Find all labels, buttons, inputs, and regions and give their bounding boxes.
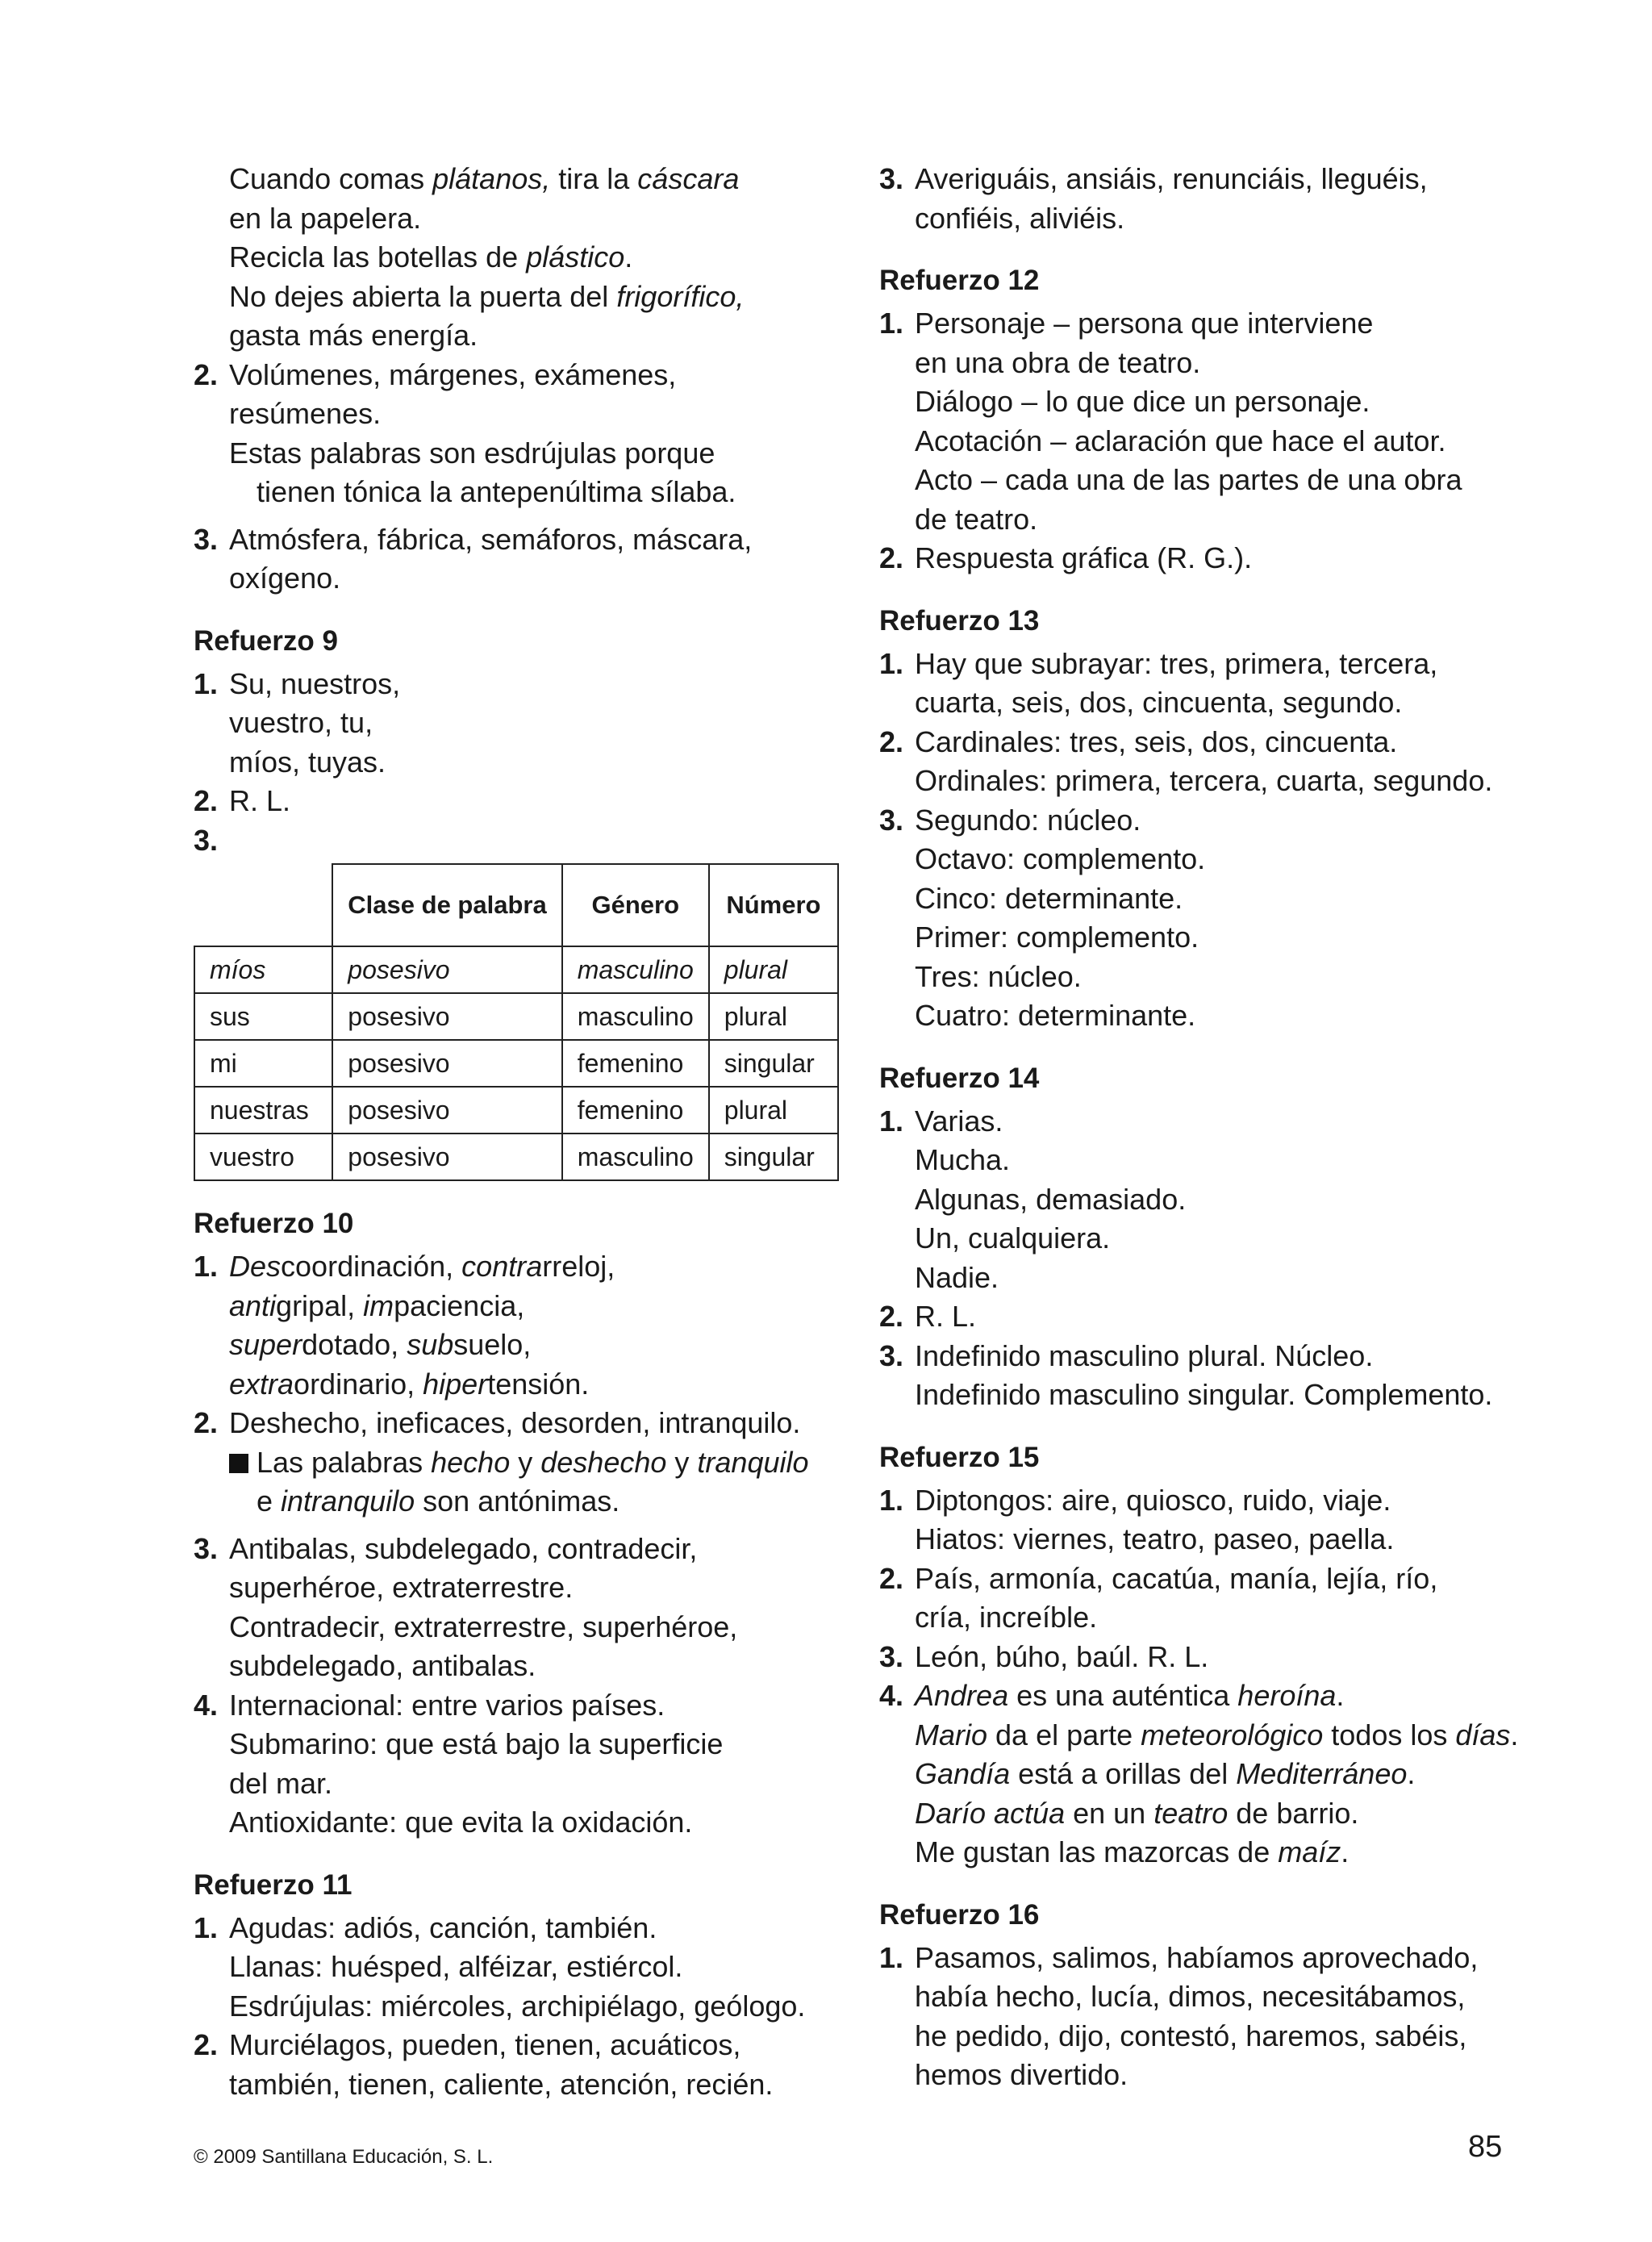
text-line: de teatro. <box>915 502 1038 536</box>
text-line: Acotación – aclaración que hace el autor. <box>915 424 1446 457</box>
text-line: Varias. <box>915 1104 1003 1138</box>
list-item <box>194 356 839 512</box>
table-cell: masculino <box>562 993 709 1040</box>
note <box>229 1443 839 1483</box>
text-line: Descoordinación, contrarreloj, <box>229 1250 615 1283</box>
text-line: Antibalas, subdelegado, contradecir, <box>229 1531 698 1565</box>
list-item <box>879 1481 1533 1559</box>
text-line: cría, increíble. <box>915 1601 1098 1634</box>
text-line: Algunas, demasiado. <box>915 1182 1187 1216</box>
item-number: 2. <box>879 1300 904 1333</box>
text-line: antigripal, impaciencia, <box>229 1288 525 1322</box>
text-line: Atmósfera, fábrica, semáforos, máscara, <box>229 522 753 556</box>
text-line: Cuando comas plátanos, tira la cáscara <box>229 162 740 195</box>
list-item <box>194 2026 839 2104</box>
section-heading: Refuerzo 9 <box>194 624 338 657</box>
item-number: 1. <box>879 307 904 340</box>
text-line: Llanas: huésped, alféizar, estiércol. <box>229 1950 683 1983</box>
table-cell: singular <box>709 1040 838 1087</box>
table-cell: femenino <box>562 1040 709 1087</box>
text-line: hemos divertido. <box>915 2058 1128 2091</box>
table-cell: míos <box>194 946 332 993</box>
possessives-table <box>194 863 839 1181</box>
text-line: también, tienen, caliente, atención, recién. <box>229 2067 774 2101</box>
table-row <box>194 1134 838 1180</box>
item-number: 2. <box>879 1561 904 1595</box>
table-cell: femenino <box>562 1087 709 1134</box>
note-continuation: e intranquilo son antónimas. <box>257 1484 620 1518</box>
table-cell: singular <box>709 1134 838 1180</box>
table-body <box>194 946 838 1180</box>
table-cell: posesivo <box>332 1040 561 1087</box>
section-items <box>194 1909 839 2105</box>
note <box>229 434 839 474</box>
list-item <box>194 665 839 783</box>
text-line: resúmenes. <box>229 397 382 430</box>
text-line: Recicla las botellas de plástico. <box>229 240 633 273</box>
text-line: Mario da el parte meteorológico todos los días. <box>915 1718 1519 1751</box>
list-item <box>194 1404 839 1522</box>
text-line: cuarta, seis, dos, cincuenta, segundo. <box>915 686 1403 719</box>
list-item <box>194 1530 839 1686</box>
list-item <box>879 645 1533 723</box>
text-line: Acto – cada una de las partes de una obra <box>915 463 1462 496</box>
intro-block <box>194 160 839 356</box>
item-number: 1. <box>879 1940 904 1974</box>
item-number: 2. <box>194 784 219 817</box>
item-number: 3. <box>879 1338 904 1372</box>
list-item <box>879 723 1533 801</box>
text-line: No dejes abierta la puerta del frigorífico, <box>229 279 745 313</box>
text-line: Tres: núcleo. <box>915 959 1082 993</box>
text-line: he pedido, dijo, contestó, haremos, sabéis, <box>915 2019 1467 2052</box>
text-line: Indefinido masculino singular. Complemento. <box>915 1378 1493 1411</box>
list-item <box>879 304 1533 539</box>
text-line: Cuatro: determinante. <box>915 999 1196 1032</box>
text-line: subdelegado, antibalas. <box>229 1649 536 1682</box>
text-line: Segundo: núcleo. <box>915 803 1141 837</box>
table-cell: posesivo <box>332 993 561 1040</box>
text-line: Respuesta gráfica (R. G.). <box>915 541 1253 574</box>
table-corner <box>194 864 332 946</box>
table-row <box>194 993 838 1040</box>
text-line: R. L. <box>915 1300 977 1333</box>
page-number: 85 <box>1468 2130 1503 2164</box>
text-line: superhéroe, extraterrestre. <box>229 1571 574 1604</box>
section-heading: Refuerzo 10 <box>194 1208 354 1239</box>
table-cell: masculino <box>562 946 709 993</box>
square-bullet-icon <box>229 1454 248 1473</box>
text-line: confiéis, aliviéis. <box>915 201 1125 235</box>
text-line: Internacional: entre varios países. <box>229 1688 665 1722</box>
text-line: Diálogo – lo que dice un personaje. <box>915 385 1370 418</box>
text-line: Primer: complemento. <box>915 921 1199 954</box>
list-item <box>194 782 839 821</box>
text-line: Darío actúa en un teatro de barrio. <box>915 1796 1359 1830</box>
list-item <box>879 1102 1533 1298</box>
table-row <box>194 946 838 993</box>
table-cell: plural <box>709 1087 838 1134</box>
text-line: Nadie. <box>915 1260 999 1294</box>
text-line: míos, tuyas. <box>229 745 386 779</box>
item-number: 3. <box>879 1639 904 1673</box>
text-line: Indefinido masculino plural. Núcleo. <box>915 1338 1374 1372</box>
text-line: León, búho, baúl. R. L. <box>915 1639 1209 1673</box>
text-line: Octavo: complemento. <box>915 842 1206 875</box>
item-number: 3. <box>879 162 904 195</box>
table-row <box>194 1087 838 1134</box>
section-heading: Refuerzo 12 <box>879 265 1040 296</box>
text-line: Diptongos: aire, quiosco, ruido, viaje. <box>915 1483 1391 1517</box>
item-number: 1. <box>879 1104 904 1138</box>
text-line: Cardinales: tres, seis, dos, cincuenta. <box>915 724 1398 758</box>
item-number: 2. <box>194 2028 219 2061</box>
item-number: 3. <box>194 823 219 857</box>
list-item <box>879 1638 1533 1677</box>
list-item <box>879 1559 1533 1638</box>
item-number: 1. <box>879 646 904 680</box>
section-heading: Refuerzo 11 <box>194 1868 353 1901</box>
text-line: Un, cualquiera. <box>915 1221 1111 1255</box>
text-line: del mar. <box>229 1766 333 1800</box>
table-row <box>194 1040 838 1087</box>
item-number: 1. <box>194 1250 219 1283</box>
item-number: 2. <box>194 1406 219 1439</box>
table-cell: plural <box>709 946 838 993</box>
right-column <box>879 160 1533 2095</box>
table-cell: nuestras <box>194 1087 332 1134</box>
text-line: Murciélagos, pueden, tienen, acuáticos, <box>229 2028 741 2061</box>
section-heading: Refuerzo 15 <box>879 1441 1040 1473</box>
table-cell: vuestro <box>194 1134 332 1180</box>
column-header: Número <box>709 864 838 946</box>
list-item <box>194 821 839 861</box>
text-line: en la papelera. <box>229 201 422 235</box>
text-line: Agudas: adiós, canción, también. <box>229 1910 657 1944</box>
text-line: oxígeno. <box>229 562 341 595</box>
text-line: Volúmenes, márgenes, exámenes, <box>229 357 677 391</box>
list-item <box>879 801 1533 1036</box>
text-line: Hay que subrayar: tres, primera, tercera, <box>915 646 1438 680</box>
item-number: 3. <box>194 522 219 556</box>
list-item <box>879 160 1533 238</box>
note-text: Estas palabras son esdrújulas porque <box>229 436 715 470</box>
item-number: 1. <box>194 666 219 700</box>
text-line: Personaje – persona que interviene <box>915 307 1374 340</box>
text-line: Me gustan las mazorcas de maíz. <box>915 1835 1350 1868</box>
list-item <box>879 1939 1533 2095</box>
table-cell: masculino <box>562 1134 709 1180</box>
text-line: Su, nuestros, <box>229 666 401 700</box>
list-item <box>194 1686 839 1843</box>
text-line: había hecho, lucía, dimos, necesitábamos, <box>915 1980 1466 2013</box>
list-item <box>879 1676 1533 1873</box>
text-line: gasta más energía. <box>229 319 478 352</box>
table-cell: sus <box>194 993 332 1040</box>
list-item <box>879 1297 1533 1337</box>
text-line: Cinco: determinante. <box>915 881 1183 915</box>
text-line: Averiguáis, ansiáis, renunciáis, lleguéis, <box>915 162 1428 195</box>
text-line: Pasamos, salimos, habíamos aprovechado, <box>915 1940 1479 1974</box>
table-cell: plural <box>709 993 838 1040</box>
note-continuation: tienen tónica la antepenúltima sílaba. <box>257 475 736 508</box>
section-heading: Refuerzo 13 <box>879 604 1040 637</box>
section-heading: Refuerzo 14 <box>879 1062 1040 1094</box>
section-heading: Refuerzo 16 <box>879 1898 1040 1931</box>
text-line: Mucha. <box>915 1143 1011 1176</box>
list-item <box>194 520 839 599</box>
table-cell: mi <box>194 1040 332 1087</box>
table-cell: posesivo <box>332 946 561 993</box>
text-line: Hiatos: viernes, teatro, paseo, paella. <box>915 1522 1395 1555</box>
text-line: Deshecho, ineficaces, desorden, intranquilo. <box>229 1406 801 1439</box>
list-item <box>879 1337 1533 1415</box>
text-line: R. L. <box>229 784 291 817</box>
column-header: Clase de palabra <box>332 864 561 946</box>
list-item <box>879 539 1533 578</box>
item-number: 2. <box>879 724 904 758</box>
table-header-row <box>194 864 838 946</box>
table-cell: posesivo <box>332 1134 561 1180</box>
item-number: 2. <box>879 541 904 574</box>
text-line: Esdrújulas: miércoles, archipiélago, geólogo. <box>229 1989 806 2023</box>
left-column <box>194 160 839 2104</box>
table-cell: posesivo <box>332 1087 561 1134</box>
text-line: vuestro, tu, <box>229 706 373 739</box>
right-sections <box>879 262 1533 2095</box>
item-number: 4. <box>194 1688 219 1722</box>
section-items <box>194 1247 839 1843</box>
text-line: Contradecir, extraterrestre, superhéroe, <box>229 1609 738 1643</box>
text-line: extraordinario, hipertensión. <box>229 1367 590 1401</box>
item-number: 1. <box>879 1483 904 1517</box>
text-line: Gandía está a orillas del Mediterráneo. <box>915 1757 1416 1790</box>
item-number: 4. <box>879 1679 904 1712</box>
item-number: 3. <box>194 1531 219 1565</box>
text-line: Submarino: que está bajo la superficie <box>229 1727 724 1760</box>
column-header: Género <box>562 864 709 946</box>
item-number: 1. <box>194 1910 219 1944</box>
item-number: 2. <box>194 357 219 391</box>
list-item <box>194 1909 839 2027</box>
note-text: Las palabras hecho y deshecho y tranquilo <box>257 1445 809 1479</box>
text-line: Ordinales: primera, tercera, cuarta, segundo. <box>915 764 1493 797</box>
list-item <box>194 1247 839 1404</box>
text-line: en una obra de teatro. <box>915 345 1201 379</box>
text-line: País, armonía, cacatúa, manía, lejía, río, <box>915 1561 1438 1595</box>
text-line: Antioxidante: que evita la oxidación. <box>229 1806 693 1839</box>
copyright: © 2009 Santillana Educación, S. L. <box>194 2146 494 2168</box>
text-line: Andrea es una auténtica heroína. <box>915 1679 1345 1712</box>
item-number: 3. <box>879 803 904 837</box>
text-line: superdotado, subsuelo, <box>229 1328 532 1361</box>
